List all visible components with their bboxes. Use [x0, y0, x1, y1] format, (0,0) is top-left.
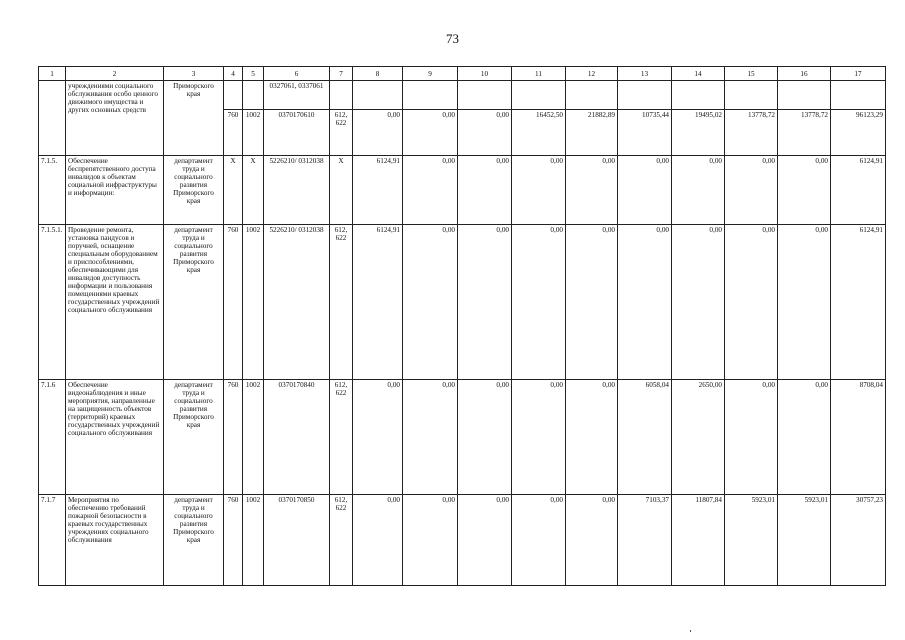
cell-col6: 0370170850 — [264, 495, 330, 586]
value-cell: 0,00 — [566, 495, 618, 586]
cell-col5: X — [243, 156, 264, 225]
header-row — [39, 67, 886, 81]
cell-col5: 1002 — [243, 225, 264, 380]
table-row — [39, 495, 886, 586]
value-cell: 0,00 — [403, 225, 458, 380]
value-cell: 19495,02 — [672, 110, 725, 156]
value-cell: 0,00 — [566, 156, 618, 225]
value-cell: 0,00 — [512, 225, 566, 380]
header-cell: 16 — [778, 67, 831, 81]
row-description: Проведение ремонта, установка пандусов и поручней, оснащение специальным оборудованием и приспособлениями, обеспечивающими для инвалидов доступность информации и пользования помещениями краевых государственных учреждений социального обслуживания — [66, 225, 164, 380]
value-cell: 2650,00 — [672, 380, 725, 495]
row-description: Обеспечение беспрепятственного доступа инвалидов к объектам социальной инфраструктуры и информации: — [66, 156, 164, 225]
value-cell: 0,00 — [403, 110, 458, 156]
value-cell: 0,00 — [353, 110, 403, 156]
value-cell: 0,00 — [458, 110, 512, 156]
cell-col7: 612, 622 — [330, 225, 353, 380]
value-cell: 10735,44 — [618, 110, 672, 156]
cell — [831, 81, 886, 110]
value-cell: 5923,01 — [778, 495, 831, 586]
value-cell: 13778,72 — [778, 110, 831, 156]
value-cell: 0,00 — [458, 495, 512, 586]
cell — [458, 81, 512, 110]
value-cell: 7103,37 — [618, 495, 672, 586]
header-cell: 13 — [618, 67, 672, 81]
row-number — [39, 81, 66, 156]
value-cell: 6124,91 — [831, 225, 886, 380]
value-cell: 21882,89 — [566, 110, 618, 156]
value-cell: 0,00 — [353, 380, 403, 495]
row-organization: департамент труда и социального развития Приморского края — [164, 156, 224, 225]
cell-col5: 1002 — [243, 495, 264, 586]
cell-col5: 1002 — [243, 380, 264, 495]
budget-table — [38, 66, 886, 586]
value-cell: 0,00 — [778, 380, 831, 495]
cell-col6: 5226210/ 0312038 — [264, 225, 330, 380]
value-cell: 0,00 — [403, 380, 458, 495]
value-cell: 0,00 — [458, 225, 512, 380]
cell — [618, 81, 672, 110]
header-cell: 12 — [566, 67, 618, 81]
cell — [672, 81, 725, 110]
scan-mark — [690, 630, 691, 632]
value-cell: 0,00 — [512, 495, 566, 586]
cell — [403, 81, 458, 110]
header-cell: 1 — [39, 67, 66, 81]
header-cell: 14 — [672, 67, 725, 81]
header-cell: 11 — [512, 67, 566, 81]
value-cell: 6124,91 — [353, 225, 403, 380]
row-description: учреждениями социального обслуживания особо ценного движимого имущества и других основных средств — [66, 81, 164, 156]
value-cell: 13778,72 — [725, 110, 778, 156]
header-cell: 2 — [66, 67, 164, 81]
value-cell: 16452,50 — [512, 110, 566, 156]
value-cell: 0,00 — [403, 156, 458, 225]
value-cell: 0,00 — [672, 156, 725, 225]
cell — [778, 81, 831, 110]
cell — [330, 81, 353, 110]
row-code: 0327061, 0337061 — [264, 81, 330, 110]
value-cell: 5923,01 — [725, 495, 778, 586]
value-cell: 0,00 — [618, 156, 672, 225]
header-cell: 7 — [330, 67, 353, 81]
header-cell: 15 — [725, 67, 778, 81]
cell-col6: 0370170610 — [264, 110, 330, 156]
value-cell: 0,00 — [458, 156, 512, 225]
cell-col4: 760 — [224, 225, 243, 380]
value-cell: 6124,91 — [353, 156, 403, 225]
value-cell: 0,00 — [566, 225, 618, 380]
cell-col4: 760 — [224, 110, 243, 156]
cell-col4: 760 — [224, 380, 243, 495]
header-cell: 5 — [243, 67, 264, 81]
row-number: 7.1.5. — [39, 156, 66, 225]
cell-col7: X — [330, 156, 353, 225]
value-cell: 0,00 — [778, 225, 831, 380]
page-number: 73 — [446, 31, 459, 46]
cell — [566, 81, 618, 110]
cell-col7: 612, 622 — [330, 495, 353, 586]
header-cell: 3 — [164, 67, 224, 81]
value-cell: 6124,91 — [831, 156, 886, 225]
header-cell: 17 — [831, 67, 886, 81]
value-cell: 0,00 — [618, 225, 672, 380]
row-number: 7.1.7 — [39, 495, 66, 586]
value-cell: 0,00 — [353, 495, 403, 586]
cell — [512, 81, 566, 110]
cell — [353, 81, 403, 110]
row-number: 7.1.5.1. — [39, 225, 66, 380]
table-row — [39, 380, 886, 495]
row-organization: департамент труда и социального развития Приморского края — [164, 495, 224, 586]
continuation-row — [39, 81, 886, 110]
value-cell: 8708,04 — [831, 380, 886, 495]
value-cell: 0,00 — [725, 380, 778, 495]
cell — [224, 81, 243, 110]
value-cell: 96123,29 — [831, 110, 886, 156]
cell-col7: 612, 622 — [330, 110, 353, 156]
value-cell: 0,00 — [778, 156, 831, 225]
header-cell: 6 — [264, 67, 330, 81]
row-organization: департамент труда и социального развития Приморского края — [164, 380, 224, 495]
value-cell: 0,00 — [672, 225, 725, 380]
table-row — [39, 225, 886, 380]
row-description: Мероприятия по обеспечению требований пожарной безопасности в краевых государственных учреждениях социального обслуживания — [66, 495, 164, 586]
row-number: 7.1.6 — [39, 380, 66, 495]
header-cell: 10 — [458, 67, 512, 81]
value-cell: 11807,84 — [672, 495, 725, 586]
value-cell: 0,00 — [403, 495, 458, 586]
value-cell: 0,00 — [725, 156, 778, 225]
value-cell: 0,00 — [458, 380, 512, 495]
row-description: Обеспечение видеонаблюдения и иные мероприятия, направленные на защищенность объектов (территорий) краевых государственных учреждений социального обслуживания — [66, 380, 164, 495]
row-organization: Приморского края — [164, 81, 224, 156]
header-cell: 8 — [353, 67, 403, 81]
cell-col5: 1002 — [243, 110, 264, 156]
row-organization: департамент труда и социального развития Приморского края — [164, 225, 224, 380]
cell — [725, 81, 778, 110]
cell-col6: 5226210/ 0312038 — [264, 156, 330, 225]
cell-col4: 760 — [224, 495, 243, 586]
value-cell: 0,00 — [512, 380, 566, 495]
value-cell: 0,00 — [566, 380, 618, 495]
cell — [243, 81, 264, 110]
value-cell: 6058,04 — [618, 380, 672, 495]
cell-col6: 0370170840 — [264, 380, 330, 495]
header-cell: 9 — [403, 67, 458, 81]
value-cell: 30757,23 — [831, 495, 886, 586]
cell-col7: 612, 622 — [330, 380, 353, 495]
cell-col4: X — [224, 156, 243, 225]
value-cell: 0,00 — [725, 225, 778, 380]
header-cell: 4 — [224, 67, 243, 81]
value-cell: 0,00 — [512, 156, 566, 225]
table-row — [39, 156, 886, 225]
